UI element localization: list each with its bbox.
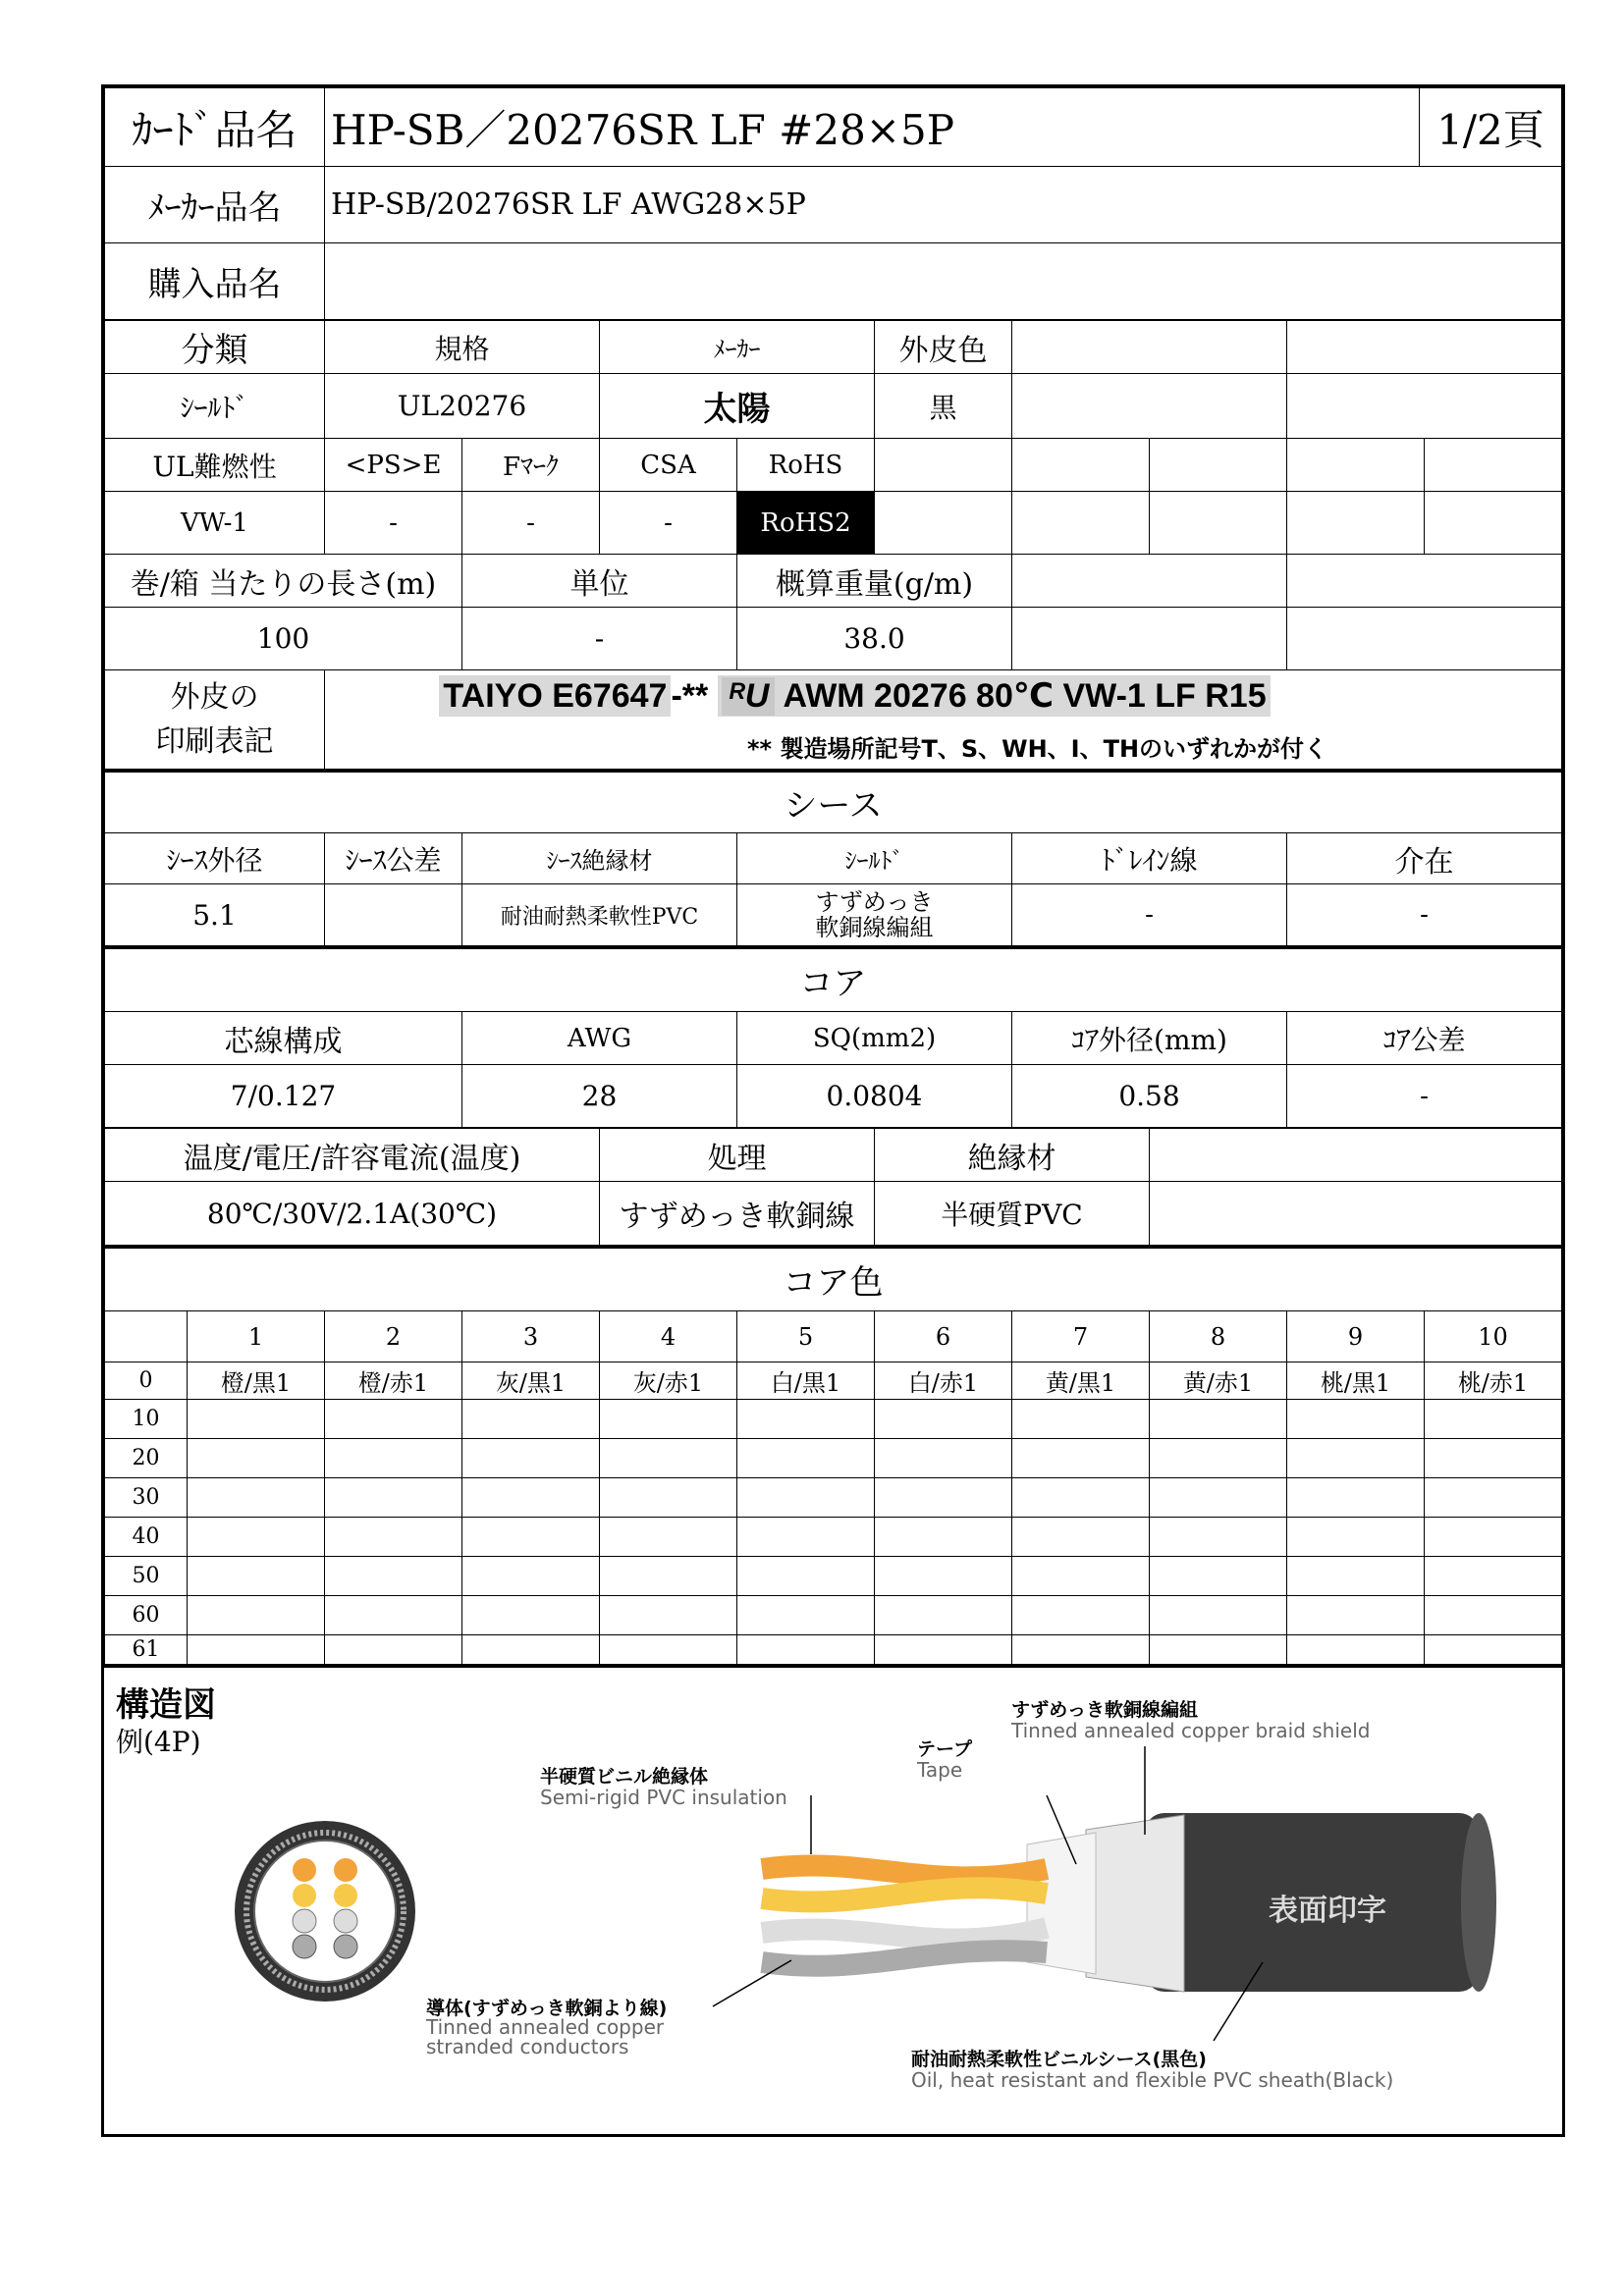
csa-header: CSA [600, 439, 737, 492]
sheath-tolerance-value [325, 884, 462, 947]
conductor-label-en1: Tinned annealed copper [426, 2015, 665, 2039]
color-cell [875, 1478, 1012, 1518]
printing-label-line2: 印刷表記 [155, 724, 274, 759]
color-cell: 白/赤1 [875, 1362, 1012, 1400]
sheath-label-en: Oil, heat resistant and flexible PVC sheath(Black) [911, 2068, 1394, 2092]
conductor-label-en2: stranded conductors [426, 2035, 629, 2058]
color-cell [1287, 1596, 1425, 1635]
color-cell [1150, 1518, 1287, 1557]
empty-cell [1287, 608, 1562, 670]
color-cell [462, 1635, 600, 1665]
color-col-2: 2 [325, 1311, 462, 1362]
color-cell [1287, 1478, 1425, 1518]
print-note: ** 製造場所記号T、S、WH、I、THのいずれかが付く [747, 734, 1328, 763]
shield-header: ｼｰﾙﾄﾞ [737, 833, 1012, 884]
empty-cell [1287, 374, 1562, 439]
color-cell [875, 1439, 1012, 1478]
color-cell [1012, 1518, 1150, 1557]
color-cell [1012, 1557, 1150, 1596]
rohs-value: RoHS2 [737, 492, 875, 555]
core-title: コア [105, 949, 1562, 1012]
empty-cell [1150, 439, 1287, 492]
print-text-code: -** [671, 676, 709, 715]
color-cell: 橙/赤1 [325, 1362, 462, 1400]
color-cell [737, 1635, 875, 1665]
spec-table [104, 320, 1562, 772]
printing-label [105, 670, 325, 771]
empty-cell [1425, 439, 1562, 492]
empty-cell [1287, 492, 1425, 555]
color-cell [1425, 1557, 1562, 1596]
maker-name-label: ﾒｰｶｰ品名 [105, 167, 325, 243]
temp-header: 温度/電圧/許容電流(温度) [105, 1129, 600, 1182]
outer-color-header: 外皮色 [875, 321, 1012, 374]
sq-header: SQ(mm2) [737, 1012, 1012, 1065]
empty-cell [1287, 439, 1425, 492]
print-text-main: TAIYO E67647 [439, 675, 671, 717]
color-cell [875, 1518, 1012, 1557]
awg-value: 28 [462, 1065, 737, 1128]
color-cell [462, 1557, 600, 1596]
color-cell [1012, 1596, 1150, 1635]
sq-value: 0.0804 [737, 1065, 1012, 1128]
fmark-value: - [462, 492, 600, 555]
color-cell [1287, 1557, 1425, 1596]
color-cell [600, 1557, 737, 1596]
color-col-6: 6 [875, 1311, 1012, 1362]
color-cell [737, 1518, 875, 1557]
ul-flame-value: VW-1 [105, 492, 325, 555]
diagram-example: 例(4P) [116, 1726, 201, 1758]
empty-cell [1150, 492, 1287, 555]
insulation-label-jp: 半硬質ビニル絶縁体 [540, 1766, 709, 1788]
maker-value: 太陽 [600, 374, 875, 439]
color-cell [462, 1439, 600, 1478]
sheath-od-header: ｼｰｽ外径 [105, 833, 325, 884]
color-col-1: 1 [188, 1311, 325, 1362]
color-cell: 白/黒1 [737, 1362, 875, 1400]
empty-cell [1012, 439, 1150, 492]
color-col-9: 9 [1287, 1311, 1425, 1362]
color-col-3: 3 [462, 1311, 600, 1362]
color-cell [737, 1596, 875, 1635]
braid-label-jp: すずめっき軟銅線編組 [1011, 1699, 1199, 1721]
unit-header: 単位 [462, 555, 737, 608]
card-name-label: ｶｰﾄﾞ品名 [105, 88, 325, 167]
insulation-header: 絶縁材 [875, 1129, 1150, 1182]
color-cell: 桃/赤1 [1425, 1362, 1562, 1400]
pse-header: <PS>E [325, 439, 462, 492]
color-cell [1287, 1439, 1425, 1478]
rohs-header: RoHS [737, 439, 875, 492]
empty-cell [1012, 555, 1287, 608]
treatment-value: すずめっき軟銅線 [600, 1182, 875, 1247]
empty-cell [1287, 555, 1562, 608]
color-cell [1150, 1557, 1287, 1596]
class-value: ｼｰﾙﾄﾞ [105, 374, 325, 439]
color-cell [737, 1439, 875, 1478]
color-col-10: 10 [1425, 1311, 1562, 1362]
row-label-0: 0 [105, 1362, 188, 1400]
color-cell [1150, 1400, 1287, 1439]
empty-cell [1012, 608, 1287, 670]
standard-value: UL20276 [325, 374, 600, 439]
color-cell [1012, 1400, 1150, 1439]
color-cell [1425, 1596, 1562, 1635]
color-cell [875, 1400, 1012, 1439]
sheath-insulation-value: 耐油耐熱柔軟性PVC [462, 884, 737, 947]
filler-value: - [1287, 884, 1562, 947]
printing-content [325, 670, 1562, 771]
color-cell [188, 1518, 325, 1557]
color-cell [1425, 1439, 1562, 1478]
color-cell [188, 1596, 325, 1635]
color-cell [325, 1518, 462, 1557]
empty-cell [1012, 492, 1150, 555]
color-cell: 黄/黒1 [1012, 1362, 1150, 1400]
sheath-tolerance-header: ｼｰｽ公差 [325, 833, 462, 884]
temperature-table [104, 1128, 1562, 1248]
row-label-10: 10 [105, 1400, 188, 1439]
color-cell [462, 1596, 600, 1635]
color-cell [325, 1439, 462, 1478]
core-od-header: ｺｱ外径(mm) [1012, 1012, 1287, 1065]
color-cell [1425, 1400, 1562, 1439]
sheath-label-jp: 耐油耐熱柔軟性ビニルシース(黒色) [911, 2049, 1207, 2070]
print-text-awm: AWM 20276 80℃ VW-1 LF R15 [783, 676, 1267, 715]
treatment-header: 処理 [600, 1129, 875, 1182]
sheath-insulation-header: ｼｰｽ絶縁材 [462, 833, 737, 884]
drain-wire-header: ﾄﾞﾚｲﾝ線 [1012, 833, 1287, 884]
pse-value: - [325, 492, 462, 555]
weight-header: 概算重量(g/m) [737, 555, 1012, 608]
tape-label-en: Tape [917, 1758, 963, 1782]
color-cell [462, 1478, 600, 1518]
color-cell [1425, 1635, 1562, 1665]
color-cell [325, 1596, 462, 1635]
color-cell [188, 1478, 325, 1518]
empty-cell [875, 439, 1012, 492]
color-cell: 黄/赤1 [1150, 1362, 1287, 1400]
surface-print-label: 表面印字 [1269, 1894, 1386, 1928]
empty-cell [105, 1311, 188, 1362]
maker-name-value: HP-SB/20276SR LF AWG28×5P [325, 167, 1562, 243]
sheath-od-value: 5.1 [105, 884, 325, 947]
color-cell [188, 1439, 325, 1478]
color-cell [462, 1400, 600, 1439]
empty-cell [1012, 374, 1287, 439]
fmark-header: Fﾏｰｸ [462, 439, 600, 492]
empty-cell [875, 492, 1012, 555]
color-col-8: 8 [1150, 1311, 1287, 1362]
empty-cell [1425, 492, 1562, 555]
color-cell [875, 1635, 1012, 1665]
temp-value: 80℃/30V/2.1A(30℃) [105, 1182, 600, 1247]
row-label-60: 60 [105, 1596, 188, 1635]
empty-cell [1150, 1182, 1562, 1247]
color-cell [1287, 1518, 1425, 1557]
structure-diagram [104, 1665, 1562, 2115]
empty-cell [1150, 1129, 1562, 1182]
color-cell [462, 1518, 600, 1557]
row-label-40: 40 [105, 1518, 188, 1557]
color-cell [188, 1400, 325, 1439]
color-cell [875, 1557, 1012, 1596]
class-header: 分類 [105, 321, 325, 374]
weight-value: 38.0 [737, 608, 1012, 670]
color-cell [737, 1557, 875, 1596]
color-cell [325, 1557, 462, 1596]
roll-length-header: 巻/箱 当たりの長さ(m) [105, 555, 462, 608]
insulation-value: 半硬質PVC [875, 1182, 1150, 1247]
awg-header: AWG [462, 1012, 737, 1065]
core-color-title: コア色 [105, 1249, 1562, 1311]
color-cell [188, 1557, 325, 1596]
color-col-5: 5 [737, 1311, 875, 1362]
color-cell: 灰/赤1 [600, 1362, 737, 1400]
color-cell [600, 1400, 737, 1439]
conductor-label-jp: 導体(すずめっき軟銅より線) [426, 1998, 668, 2019]
color-cell [737, 1478, 875, 1518]
color-cell [737, 1400, 875, 1439]
shield-value: すずめっき 軟銅線編組 [737, 884, 1012, 947]
color-col-7: 7 [1012, 1311, 1150, 1362]
color-cell: 桃/黒1 [1287, 1362, 1425, 1400]
ul-recognized-icon: ᴿU [722, 677, 776, 716]
diagram-title: 構造図 [116, 1685, 216, 1725]
color-cell [1150, 1478, 1287, 1518]
unit-value: - [462, 608, 737, 670]
color-cell [600, 1518, 737, 1557]
core-tolerance-value: - [1287, 1065, 1562, 1128]
spec-sheet [101, 84, 1565, 2137]
color-cell [1012, 1478, 1150, 1518]
color-cell [188, 1635, 325, 1665]
color-cell [1425, 1478, 1562, 1518]
ul-flame-header: UL難燃性 [105, 439, 325, 492]
sheath-title: シース [105, 773, 1562, 833]
sheath-table [104, 772, 1562, 948]
color-cell [325, 1478, 462, 1518]
roll-length-value: 100 [105, 608, 462, 670]
empty-cell [1287, 321, 1562, 374]
row-label-61: 61 [105, 1635, 188, 1665]
color-cell [1150, 1596, 1287, 1635]
tape-label-jp: テープ [917, 1738, 973, 1760]
color-cell [1150, 1439, 1287, 1478]
color-cell [325, 1400, 462, 1439]
color-cell [1150, 1635, 1287, 1665]
core-od-value: 0.58 [1012, 1065, 1287, 1128]
printing-label-line1: 外皮の [170, 679, 259, 715]
filler-header: 介在 [1287, 833, 1562, 884]
color-cell: 灰/黒1 [462, 1362, 600, 1400]
page-indicator: 1/2頁 [1420, 88, 1562, 167]
color-cell [600, 1439, 737, 1478]
purchase-name-value [325, 243, 1562, 320]
row-label-50: 50 [105, 1557, 188, 1596]
standard-header: 規格 [325, 321, 600, 374]
row-label-20: 20 [105, 1439, 188, 1478]
color-cell: 橙/黒1 [188, 1362, 325, 1400]
strand-value: 7/0.127 [105, 1065, 462, 1128]
color-col-4: 4 [600, 1311, 737, 1362]
core-tolerance-header: ｺｱ公差 [1287, 1012, 1562, 1065]
color-cell [1287, 1635, 1425, 1665]
card-name-value: HP-SB／20276SR LF #28×5P [325, 88, 1420, 167]
outer-color-value: 黒 [875, 374, 1012, 439]
core-table [104, 948, 1562, 1128]
color-cell [1012, 1635, 1150, 1665]
maker-header: ﾒｰｶｰ [600, 321, 875, 374]
color-cell [1425, 1518, 1562, 1557]
color-cell [325, 1635, 462, 1665]
color-cell [875, 1596, 1012, 1635]
strand-header: 芯線構成 [105, 1012, 462, 1065]
purchase-name-label: 購入品名 [105, 243, 325, 320]
drain-wire-value: - [1012, 884, 1287, 947]
color-cell [1012, 1439, 1150, 1478]
header-table [104, 87, 1562, 320]
row-label-30: 30 [105, 1478, 188, 1518]
color-cell [600, 1596, 737, 1635]
color-cell [1287, 1400, 1425, 1439]
insulation-label-en: Semi-rigid PVC insulation [540, 1786, 787, 1809]
braid-label-en: Tinned annealed copper braid shield [1011, 1719, 1371, 1742]
core-color-table [104, 1248, 1562, 1665]
color-cell [600, 1635, 737, 1665]
cross-section-image [235, 1821, 415, 2002]
empty-cell [1012, 321, 1287, 374]
csa-value: - [600, 492, 737, 555]
color-cell [600, 1478, 737, 1518]
